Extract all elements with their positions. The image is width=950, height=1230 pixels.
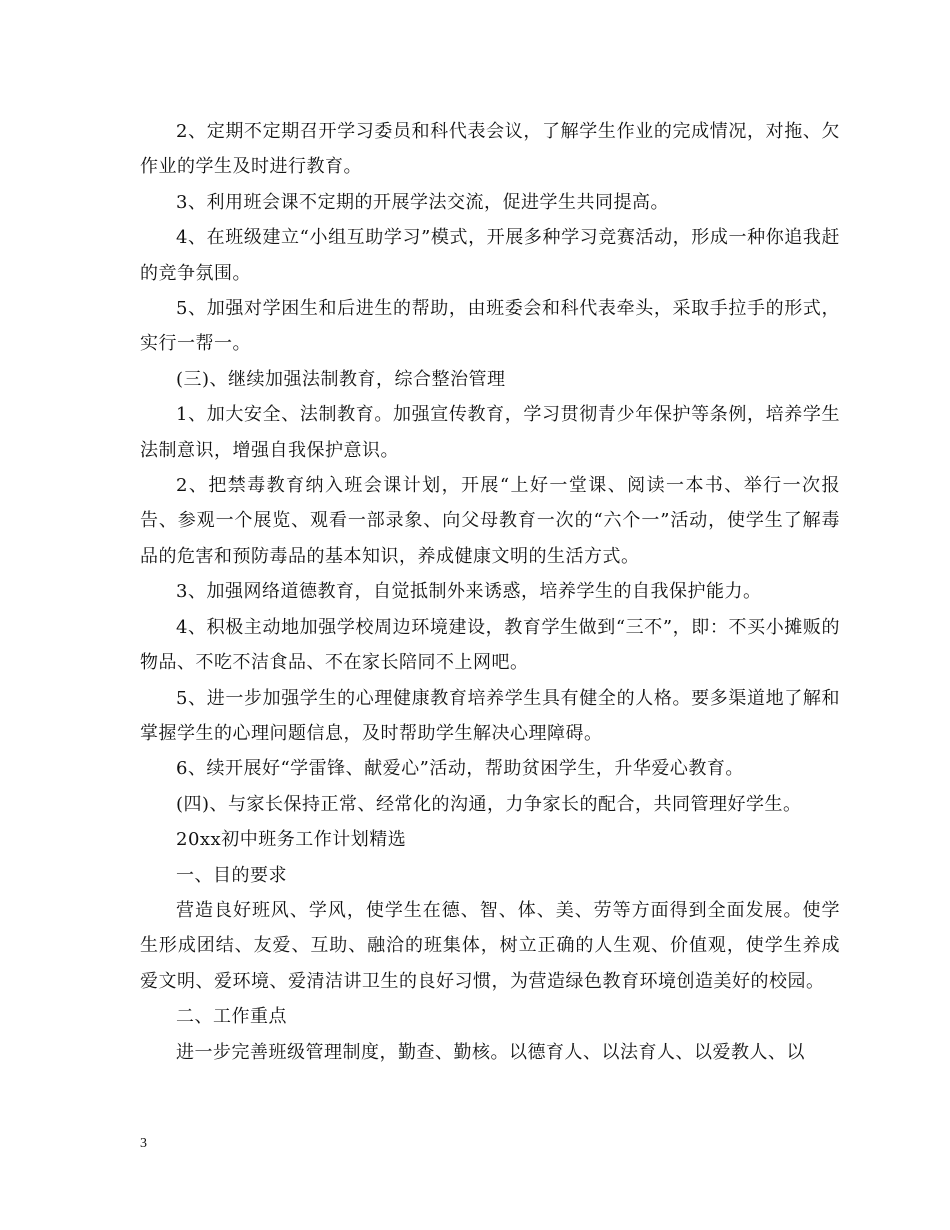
paragraph-internet-ethics: 3、加强网络道德教育，自觉抵制外来诱惑，培养学生的自我保护能力。 [176,581,762,603]
document-subtitle: 20xx初中班务工作计划精选 [176,829,407,851]
paragraph-homework-meetings: 2、定期不定期召开学习委员和科代表会议，了解学生作业的完成情况，对拖、欠作业的学生及时进行教育。 [140,121,840,178]
paragraph-work-focus: 进一步完善班级管理制度，勤查、勤核。以德育人、以法育人、以爱教人、以 [176,1041,805,1063]
section-heading-parent-communication: (四)、与家长保持正常、经常化的沟通，力争家长的配合，共同管理好学生。 [176,793,802,815]
paragraph-help-struggling-students: 5、加强对学困生和后进生的帮助，由班委会和科代表牵头，采取手拉手的形式，实行一帮一。 [140,298,840,355]
section-heading-legal-education: (三)、继续加强法制教育，综合整治管理 [176,368,506,390]
paragraph-anti-drug-education: 2、把禁毒教育纳入班会课计划，开展“上好一堂课、阅读一本书、举行一次报告、参观一个展览、观看一部录象、向父母教育一次的“六个一”活动，使学生了解毒品的危害和预防毒品的基本知识，养成健康文明的生活方式。 [140,475,840,567]
document-body [140,114,840,1070]
section-heading-work-focus: 二、工作重点 [176,1006,287,1028]
paragraph-school-surroundings: 4、积极主动地加强学校周边环境建设，教育学生做到“三不”，即：不买小摊贩的物品、不吃不洁食品、不在家长陪同不上网吧。 [140,616,840,674]
paragraph-mental-health: 5、进一步加强学生的心理健康教育培养学生具有健全的人格。要多渠道地了解和掌握学生的心理问题信息，及时帮助学生解决心理障碍。 [140,687,840,744]
paragraph-group-learning: 4、在班级建立“小组互助学习”模式，开展多种学习竞赛活动，形成一种你追我赶的竞争氛围。 [140,227,840,284]
page-number: 3 [140,1136,147,1151]
paragraph-goals-description: 营造良好班风、学风，使学生在德、智、体、美、劳等方面得到全面发展。使学生形成团结、友爱、互助、融洽的班集体，树立正确的人生观、价值观，使学生养成爱文明、爱环境、爱清洁讲卫生的良好习惯，为营造绿色教育环境创造美好的校园。 [140,899,840,992]
section-heading-goals: 一、目的要求 [176,864,287,886]
paragraph-lei-feng-activity: 6、续开展好“学雷锋、献爱心”活动，帮助贫困学生，升华爱心教育。 [176,758,744,780]
paragraph-study-exchange: 3、利用班会课不定期的开展学法交流，促进学生共同提高。 [176,191,669,213]
paragraph-safety-legal-education: 1、加大安全、法制教育。加强宣传教育，学习贯彻青少年保护等条例，培养学生法制意识，增强自我保护意识。 [140,404,840,461]
